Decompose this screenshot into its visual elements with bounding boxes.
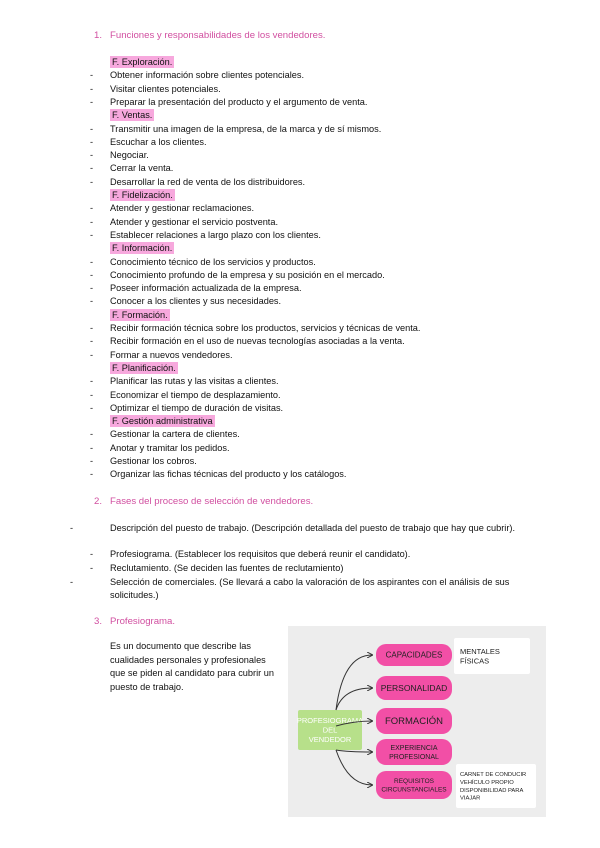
note-bottom-text: VIAJAR bbox=[460, 795, 481, 802]
list-item bbox=[90, 96, 367, 109]
list-item bbox=[90, 123, 381, 136]
list-item bbox=[90, 402, 283, 415]
bullet-dash: - bbox=[90, 402, 94, 413]
list-item-text: Conocimiento técnico de los servicios y productos. bbox=[110, 256, 316, 267]
list-item-text: Gestionar los cobros. bbox=[110, 456, 197, 466]
bullet-dash: - bbox=[90, 163, 94, 174]
section-number: 3. bbox=[94, 616, 103, 627]
note-top-text: MENTALES bbox=[460, 646, 500, 656]
list-item-text: Escuchar a los clientes. bbox=[110, 136, 207, 147]
branch-node-label: CAPACIDADES bbox=[385, 650, 443, 660]
list-item bbox=[90, 349, 233, 362]
bullet-dash: - bbox=[90, 442, 94, 453]
branch-node-label: PERSONALIDAD bbox=[380, 682, 448, 693]
function-subheading: F. Gestión administrativa bbox=[112, 416, 213, 427]
list-item bbox=[90, 428, 240, 441]
list-item-text: Optimizar el tiempo de duración de visitas. bbox=[110, 402, 284, 413]
diagram-svg bbox=[288, 626, 546, 817]
list-item bbox=[70, 576, 550, 602]
list-item bbox=[90, 216, 278, 229]
bullet-dash: - bbox=[90, 283, 94, 294]
function-subheading: F. Ventas. bbox=[112, 110, 153, 121]
list-item-text: Cerrar la venta. bbox=[110, 163, 174, 174]
list-item bbox=[90, 335, 405, 348]
note-bottom-text: DISPONIBILIDAD PARA bbox=[460, 787, 524, 794]
function-subheading: F. Exploración. bbox=[112, 57, 173, 67]
list-item-text: Planificar las rutas y las visitas a clientes. bbox=[110, 376, 279, 387]
list-item bbox=[90, 83, 221, 96]
bullet-dash: - bbox=[90, 549, 94, 559]
section-heading bbox=[94, 616, 175, 627]
list-item bbox=[90, 269, 385, 282]
list-item bbox=[90, 295, 281, 308]
bullet-dash: - bbox=[90, 203, 94, 214]
list-item-text: Recibir formación en el uso de nuevas tecnologías asociadas a la venta. bbox=[110, 336, 405, 347]
bullet-dash: - bbox=[90, 70, 94, 81]
section-number: 2. bbox=[94, 496, 103, 507]
bullet-dash: - bbox=[90, 176, 94, 187]
center-node-label: VENDEDOR bbox=[308, 735, 352, 744]
branch-node-label: REQUISITOS bbox=[394, 777, 434, 785]
list-item-text: Obtener información sobre clientes potenciales. bbox=[110, 70, 305, 81]
list-item bbox=[90, 136, 207, 149]
list-item bbox=[90, 468, 346, 481]
bullet-dash: - bbox=[90, 216, 94, 227]
bullet-dash: - bbox=[90, 96, 94, 107]
list-item-text: Formar a nuevos vendedores. bbox=[110, 349, 233, 360]
list-item bbox=[90, 162, 173, 175]
profesiograma-diagram bbox=[288, 626, 546, 817]
center-node-label: DEL bbox=[322, 725, 338, 735]
branch-arrow bbox=[336, 750, 372, 785]
bullet-dash: - bbox=[90, 123, 94, 134]
section-heading bbox=[94, 496, 313, 507]
list-item bbox=[90, 176, 305, 189]
branch-node-label: PROFESIONAL bbox=[389, 753, 439, 761]
branch-arrow bbox=[336, 655, 372, 710]
bullet-dash: - bbox=[90, 563, 94, 573]
branch-node bbox=[376, 739, 452, 765]
list-item-text: Poseer información actualizada de la empresa. bbox=[110, 283, 302, 294]
note-top-text: FÍSICAS bbox=[460, 656, 490, 666]
bullet-dash: - bbox=[90, 336, 94, 347]
list-item bbox=[90, 202, 254, 215]
list-item-text: Preparar la presentación del producto y el argumento de venta. bbox=[110, 96, 368, 107]
section-heading bbox=[94, 30, 325, 41]
list-item-text: Economizar el tiempo de desplazamiento. bbox=[110, 389, 281, 400]
bullet-dash: - bbox=[90, 349, 94, 360]
bullet-dash: - bbox=[90, 469, 94, 480]
bullet-dash: - bbox=[90, 296, 94, 307]
bullet-dash: - bbox=[90, 323, 94, 333]
bullet-dash: - bbox=[70, 523, 74, 533]
list-item-text: Descripción del puesto de trabajo. (Descripción detallada del puesto de trabajo que hay que cubrir). bbox=[110, 523, 516, 533]
list-item-text: Organizar las fichas técnicas del producto y los catálogos. bbox=[110, 469, 347, 480]
list-item bbox=[90, 375, 279, 388]
bullet-dash: - bbox=[90, 389, 94, 400]
list-item bbox=[90, 69, 304, 82]
note-bottom-text: VEHÍCULO PROPIO bbox=[460, 780, 514, 787]
list-item-text: Visitar clientes potenciales. bbox=[110, 83, 221, 94]
list-item bbox=[90, 282, 302, 295]
branch-arrow bbox=[336, 750, 372, 752]
center-node-label: PROFESIOGRAMA bbox=[296, 716, 364, 725]
profesiograma-description: Es un documento que describe las cualidades personales y profesionales que se piden al candidato para cubrir un puesto de trabajo. bbox=[110, 641, 274, 692]
function-subheading: F. Información. bbox=[112, 243, 173, 254]
list-item bbox=[90, 229, 321, 242]
branch-node-label: CIRCUNSTANCIALES bbox=[381, 786, 447, 794]
list-item-text: Conocer a los clientes y sus necesidades. bbox=[110, 296, 282, 307]
list-item bbox=[90, 455, 197, 468]
list-item-text: Transmitir una imagen de la empresa, de la marca y de sí mismos. bbox=[110, 123, 382, 134]
list-item-text: Atender y gestionar el servicio postventa. bbox=[110, 216, 279, 227]
bullet-dash: - bbox=[90, 229, 94, 240]
section-title: Funciones y responsabilidades de los vendedores. bbox=[110, 30, 326, 41]
list-item-text: Recibir formación técnica sobre los productos, servicios y técnicas de venta. bbox=[110, 323, 421, 333]
list-item bbox=[90, 256, 316, 269]
list-item-text: Negociar. bbox=[110, 150, 149, 161]
list-item-text: Profesiograma. (Establecer los requisitos que deberá reunir el candidato). bbox=[110, 549, 411, 559]
list-item-text: Desarrollar la red de venta de los distribuidores. bbox=[110, 176, 306, 187]
bullet-dash: - bbox=[90, 83, 94, 94]
bullet-dash: - bbox=[90, 429, 94, 440]
list-item-text: Gestionar la cartera de clientes. bbox=[110, 429, 240, 440]
bullet-dash: - bbox=[90, 150, 94, 161]
list-item-text: Selección de comerciales. (Se llevará a cabo la valoración de los aspirantes con el análisis de sus solicitudes.) bbox=[110, 577, 510, 600]
list-item-text: Conocimiento profundo de la empresa y su posición en el mercado. bbox=[110, 269, 385, 280]
branch-arrow bbox=[336, 688, 372, 710]
list-item-text: Atender y gestionar reclamaciones. bbox=[110, 203, 255, 214]
list-item bbox=[90, 548, 410, 561]
function-subheading: F. Fidelización. bbox=[112, 190, 173, 200]
list-item bbox=[90, 442, 230, 455]
function-subheading: F. Formación. bbox=[112, 309, 168, 320]
list-item-text: Anotar y tramitar los pedidos. bbox=[110, 442, 230, 453]
bullet-dash: - bbox=[70, 577, 74, 587]
bullet-dash: - bbox=[90, 456, 94, 466]
note-bottom-text: CARNET DE CONDUCIR bbox=[460, 772, 527, 779]
section-title: Profesiograma. bbox=[110, 616, 176, 627]
list-item bbox=[70, 522, 550, 535]
function-subheading: F. Planificación. bbox=[112, 362, 176, 373]
list-item-text: Reclutamiento. (Se deciden las fuentes de reclutamiento) bbox=[110, 563, 344, 573]
bullet-dash: - bbox=[90, 256, 94, 267]
list-item bbox=[90, 149, 149, 162]
list-item bbox=[90, 389, 281, 402]
branch-node bbox=[376, 771, 452, 799]
list-item bbox=[90, 322, 420, 335]
bullet-dash: - bbox=[90, 376, 94, 387]
list-item bbox=[90, 562, 343, 575]
branch-node-label: FORMACIÓN bbox=[384, 716, 444, 728]
bullet-dash: - bbox=[90, 136, 94, 147]
section-title: Fases del proceso de selección de vendedores. bbox=[110, 496, 314, 507]
bullet-dash: - bbox=[90, 269, 94, 280]
list-item-text: Establecer relaciones a largo plazo con los clientes. bbox=[110, 229, 321, 240]
branch-node-label: EXPERIENCIA bbox=[390, 744, 438, 752]
section-number: 1. bbox=[94, 30, 103, 41]
